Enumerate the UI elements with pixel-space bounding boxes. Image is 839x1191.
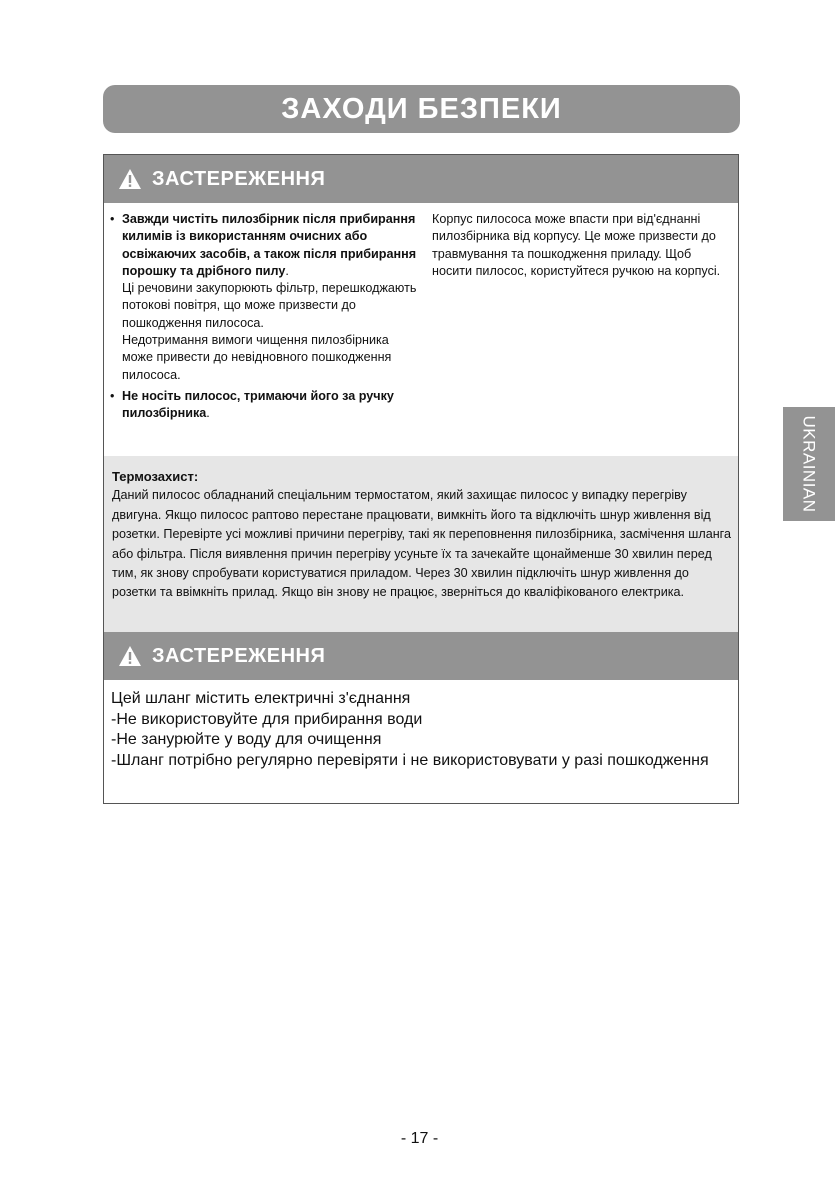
bullet2-bold: Не носіть пилосос, тримаючи його за ручку пилозбірника bbox=[122, 388, 394, 421]
bullet1-para1: Ці речовини закупорюють фільтр, перешкоджають потокові повітря, що може призвести до пошкодження пилососа. bbox=[122, 281, 417, 330]
warning-triangle-icon bbox=[118, 645, 142, 667]
hose-line-2: -Не використовуйте для прибирання води bbox=[111, 710, 423, 728]
language-tab-label: UKRAINIAN bbox=[800, 415, 820, 513]
bullet1-end: . bbox=[285, 263, 289, 278]
bullet-dot: • bbox=[110, 212, 115, 226]
bullet-item bbox=[110, 211, 422, 384]
left-column bbox=[110, 211, 422, 423]
bullet1-bold: Завжди чистіть пилозбірник після прибирання килимів із використанням очисних або освіжаючих засобів, а також після прибирання порошку та дрібного пилу bbox=[122, 212, 417, 278]
warning-label: ЗАСТЕРЕЖЕННЯ bbox=[152, 167, 326, 190]
page-title: ЗАХОДИ БЕЗПЕКИ bbox=[281, 92, 562, 125]
hose-line-3: -Не занурюйте у воду для очищення bbox=[111, 731, 382, 749]
safety-frame bbox=[103, 154, 739, 804]
warning-label: ЗАСТЕРЕЖЕННЯ bbox=[152, 644, 326, 667]
warning-header-1 bbox=[104, 155, 738, 203]
bullet1-para2: Недотримання вимоги чищення пилозбірника може привести до невідновного пошкодження пилососа. bbox=[122, 333, 392, 382]
hose-line-4: -Шланг потрібно регулярно перевіряти і не використовувати у разі пошкодження bbox=[111, 751, 709, 769]
bullet2-end: . bbox=[206, 406, 210, 421]
right-column bbox=[432, 211, 734, 280]
thermo-text: Даний пилосос обладнаний спеціальним термостатом, який захищає пилосос у випадку перегріву двигуна. Якщо пилосос раптово перестане працювати, вимкніть його та відключіть шнур живлення від розетки. Перевірте усі можливі причини перегріву, такі як переповнення пилозбірника, засмічення шланга або фільтра. Після виявлення причин перегріву усуньте їх та зачекайте щонайменше 30 хвилин перед тим, як знову спробувати користуватися приладом. Через 30 хвилин підключіть шнур живлення до розетки та ввімкніть прилад. Якщо він знову не працює, зверніться до кваліфікованого електрика. bbox=[112, 488, 731, 600]
language-tab bbox=[783, 407, 835, 521]
bullet-item bbox=[110, 388, 422, 423]
thermo-title: Термозахист: bbox=[112, 469, 199, 484]
warning-header-2 bbox=[104, 632, 738, 680]
hose-line-1: Цей шланг містить електричні з'єднання bbox=[111, 690, 411, 707]
warning-triangle-icon bbox=[118, 168, 142, 190]
title-banner bbox=[103, 85, 740, 133]
right-column-text: Корпус пилососа може впасти при від'єднанні пилозбірника від корпусу. Це може призвести до травмування та пошкодження приладу. Щоб носити пилосос, користуйтеся ручкою на корпусі. bbox=[432, 212, 721, 278]
bullet-dot: • bbox=[110, 388, 115, 403]
hose-warning-text bbox=[111, 689, 731, 771]
thermal-protection-box bbox=[104, 456, 738, 632]
page-number: - 17 - bbox=[400, 1130, 439, 1147]
